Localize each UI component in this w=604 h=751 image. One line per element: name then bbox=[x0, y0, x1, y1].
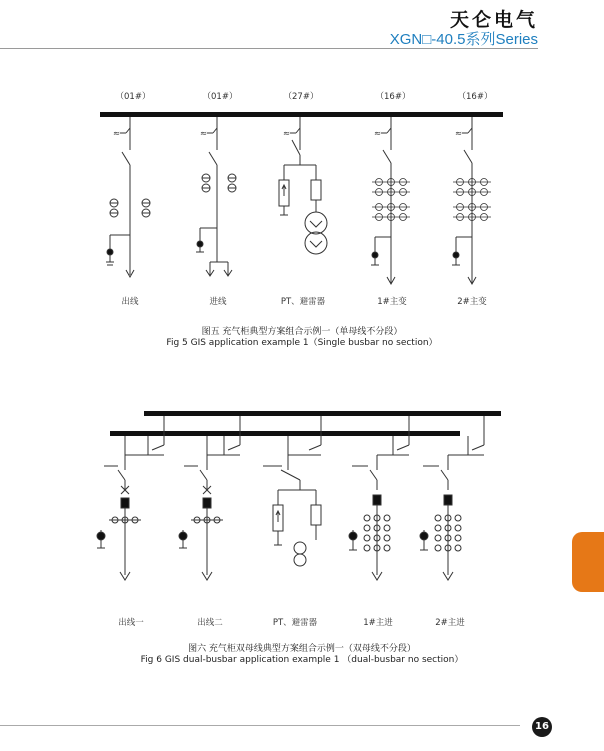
fig6-caption-cn: 图六 充气柜双母线典型方案组合示例一（双母线不分段） bbox=[188, 644, 416, 654]
fig6-busbar-lower bbox=[110, 431, 460, 436]
svg-text:≈: ≈ bbox=[455, 129, 463, 139]
fig6-bay-label-1: 出线一 bbox=[118, 618, 144, 628]
fig5-bay-label-3: PT、避雷器 bbox=[280, 297, 326, 307]
fig6-bay-1 bbox=[97, 416, 164, 580]
fig6-bay-3 bbox=[263, 416, 321, 566]
section-tab bbox=[572, 532, 604, 592]
svg-text:≈: ≈ bbox=[374, 129, 382, 139]
fig5-bay-5 bbox=[452, 117, 491, 284]
fig6-busbar-upper bbox=[144, 411, 501, 416]
page-number: 16 bbox=[532, 717, 552, 737]
fig5-bay-code-4: （16#） bbox=[375, 92, 411, 102]
fig5-caption-en: Fig 5 GIS application example 1（Single busbar no section） bbox=[166, 338, 438, 348]
fig6-bay-label-3: PT、避雷器 bbox=[272, 618, 318, 628]
fig5-bay-code-5: （16#） bbox=[457, 92, 493, 102]
fig6-bay-label-2: 出线二 bbox=[197, 618, 223, 628]
fig5-caption-cn: 图五 充气柜典型方案组合示例一（单母线不分段） bbox=[201, 327, 403, 337]
fig5-bay-label-5: 2#主变 bbox=[457, 297, 487, 307]
fig5-bay-2 bbox=[196, 117, 236, 276]
fig6-bay-label-5: 2#主进 bbox=[435, 618, 465, 628]
fig5-bay-label-1: 出线 bbox=[121, 297, 139, 307]
footer-divider bbox=[0, 725, 520, 726]
fig5-bay-code-2: （01#） bbox=[202, 92, 238, 102]
svg-text:≈: ≈ bbox=[283, 129, 291, 139]
fig5-bay-1 bbox=[106, 117, 150, 277]
fig6-caption-en: Fig 6 GIS dual-busbar application example 1 （dual-busbar no section） bbox=[140, 655, 464, 665]
svg-text:≈: ≈ bbox=[113, 129, 121, 139]
fig5-bay-4 bbox=[371, 117, 410, 284]
fig5-bay-label-4: 1#主变 bbox=[377, 297, 407, 307]
fig5-busbar bbox=[100, 112, 503, 117]
fig6-bay-5 bbox=[420, 416, 484, 580]
svg-text:≈: ≈ bbox=[200, 129, 208, 139]
fig5-bay-code-1: （01#） bbox=[115, 92, 151, 102]
series-subtitle: XGN□-40.5系列Series bbox=[389, 31, 538, 48]
fig5-bay-code-3: （27#） bbox=[283, 92, 319, 102]
fig6-bay-label-4: 1#主进 bbox=[363, 618, 393, 628]
fig5-bay-label-2: 进线 bbox=[209, 297, 227, 307]
brand-title: 天仑电气 bbox=[449, 9, 538, 31]
fig5-bay-3 bbox=[279, 117, 327, 254]
fig6-bay-2 bbox=[179, 416, 240, 580]
fig6-bay-4 bbox=[349, 416, 409, 580]
